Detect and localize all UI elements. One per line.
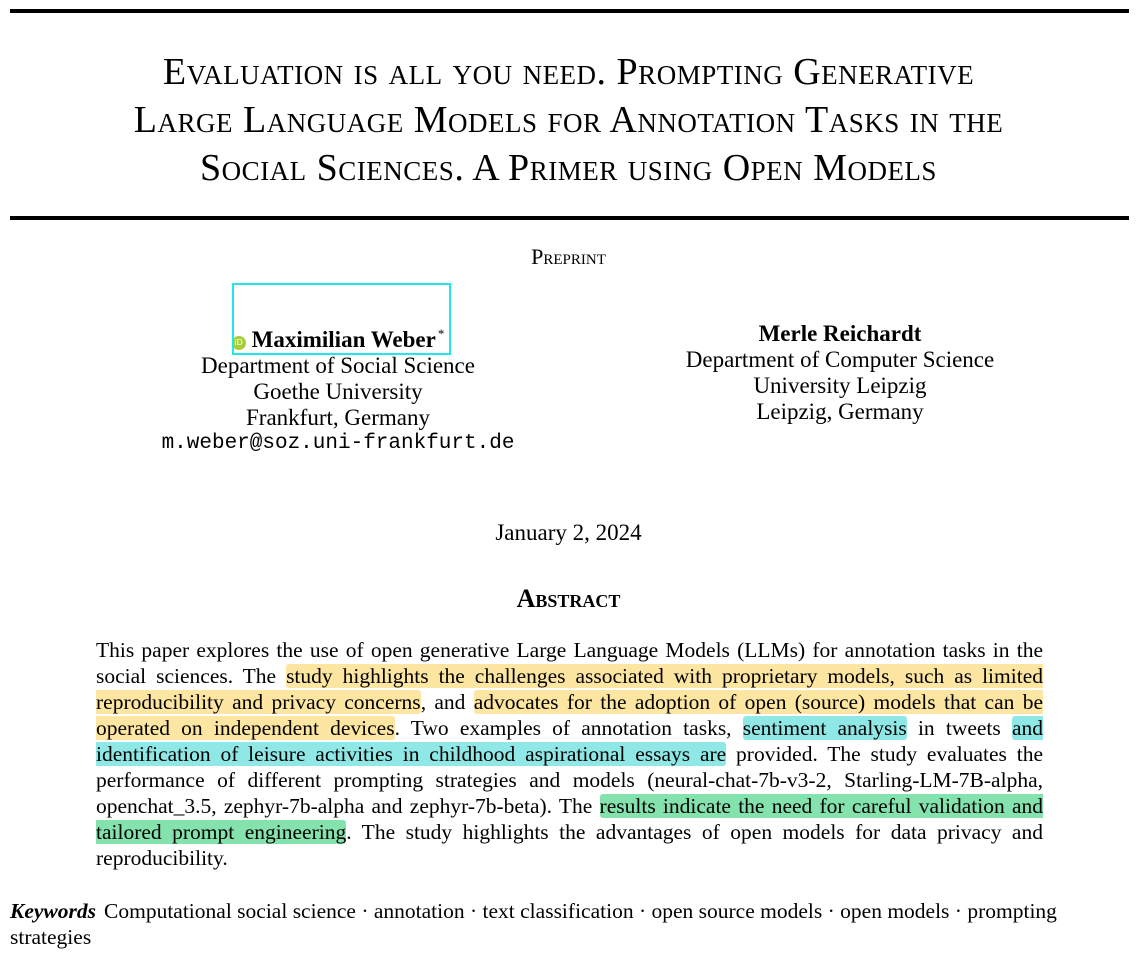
title-line-3: Social Sciences. A Primer using Open Models: [200, 147, 937, 189]
highlight-orange[interactable]: study highlights the challenges associated with proprietary models, such as limited reproducibility and privacy concerns: [96, 664, 1043, 714]
top-rule: [10, 9, 1129, 13]
abstract-segment: . Two examples of annotation tasks,: [394, 716, 743, 740]
orcid-icon[interactable]: iD: [232, 336, 246, 350]
paper-title: [0, 48, 1137, 192]
author-1-footnote-mark[interactable]: *: [437, 326, 445, 341]
title-bottom-rule: [10, 216, 1129, 220]
highlight-cyan[interactable]: and identification of leisure activities in childhood aspirational essays are: [96, 716, 1043, 766]
author-1-department: Department of Social Science: [201, 353, 475, 378]
keywords-block: [10, 898, 1100, 950]
abstract-segment: provided. The study evaluates the performance of different prompting strategies and models (neural-chat-7b-v3-2, Starling-LM-7B-alpha, openchat_3.5, zephyr-7b-alpha and zephyr-7b-beta). The: [96, 742, 1043, 818]
author-1-location: Frankfurt, Germany: [246, 405, 430, 430]
highlight-green[interactable]: results indicate the need for careful validation and tailored prompt engineering: [96, 794, 1044, 844]
abstract-body: [96, 637, 1043, 871]
author-2-department: Department of Computer Science: [685, 347, 995, 372]
publication-date: January 2, 2024: [495, 520, 642, 545]
author-1-university: Goethe University: [253, 379, 423, 404]
abstract-heading: Abstract: [516, 584, 621, 613]
title-line-2: Large Language Models for Annotation Tasks in the: [133, 99, 1004, 141]
author-2-name: Merle Reichardt: [758, 321, 922, 346]
author-2-location: Leipzig, Germany: [756, 399, 924, 424]
keywords-list: Computational social science · annotation · text classification · open source models · open models · prompting strategies: [10, 899, 1057, 949]
highlight-orange[interactable]: advocates for the adoption of open (source) models that can be operated on independent devices: [96, 690, 1043, 740]
highlight-cyan[interactable]: sentiment analysis: [742, 716, 907, 740]
abstract-segment: , and: [420, 690, 474, 714]
author-1-email[interactable]: m.weber@soz.uni-frankfurt.de: [161, 432, 515, 455]
author-block-2: [640, 321, 1040, 425]
abstract-segment: . The study highlights the advantages of open models for data privacy and reproducibility.: [96, 820, 1043, 870]
selection-highlight-box: [232, 283, 451, 355]
preprint-label: Preprint: [531, 244, 606, 269]
abstract-segment: This paper explores the use of open generative Large Language Models (LLMs) for annotation tasks in the social sciences. The: [96, 638, 1043, 688]
title-line-1: Evaluation is all you need. Prompting Generative: [162, 51, 975, 93]
keywords-label: Keywords: [10, 899, 96, 923]
author-2-university: University Leipzig: [753, 373, 927, 398]
author-1-name: Maximilian Weber: [251, 327, 436, 352]
abstract-segment: in tweets: [906, 716, 1012, 740]
